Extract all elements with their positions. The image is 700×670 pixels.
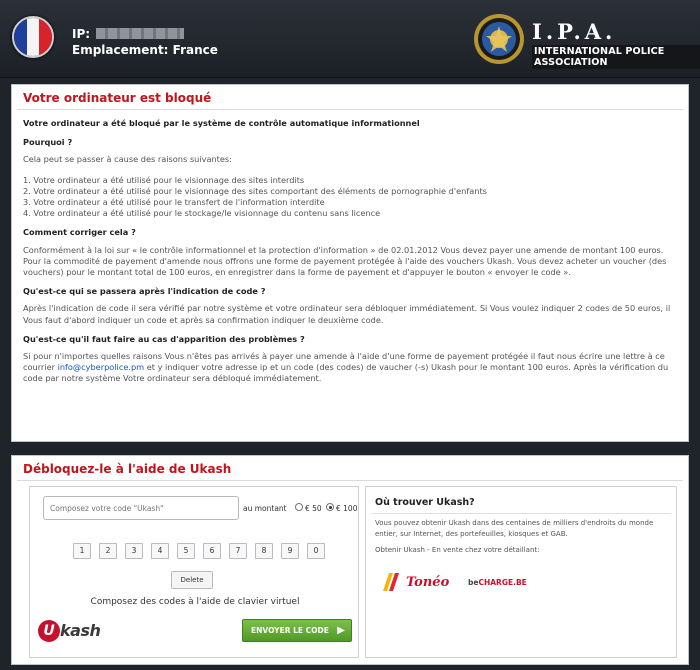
org-short-name: I.P.A. <box>532 19 617 44</box>
keypad-key-1[interactable]: 1 <box>73 543 91 559</box>
where-text: Vous pouvez obtenir Ukash dans des centaines de milliers d'endroits du monde entier, sur Internet, des portefeuilles, kiosques et GAB. <box>375 519 654 538</box>
unlock-title: Débloquez-le à l'aide de Ukash <box>23 462 232 476</box>
divider <box>17 109 683 110</box>
recharge-logo-prefix: be <box>468 578 479 587</box>
list-item: 4. Votre ordinateur a été utilisé pour le stockage/le visionnage du contenu sans licence <box>23 208 381 219</box>
ip-label: IP: <box>72 27 91 41</box>
why-text: Cela peut se passer à cause des raisons suivantes: <box>23 154 232 165</box>
france-flag-icon <box>12 16 54 58</box>
amount-100-label: € 100 <box>336 504 358 513</box>
problem-heading: Qu'est-ce qu'il faut faire au cas d'apparition des problèmes ? <box>23 333 305 344</box>
keypad-hint: Composez des codes à l'aide de clavier virtuel <box>90 597 300 607</box>
problem-text-start: Si pour n'importes quelles raisons Vous n'êtes pas arrivés à payer une amende à l'aide d'une forme de payement protégée il faut nous écrire une lettre à ce courrier <box>23 351 665 373</box>
amount-100-radio[interactable] <box>326 503 334 511</box>
list-item: 3. Votre ordinateur a été utilisé pour le transfert de l'information interdite <box>23 197 325 208</box>
problem-text <box>23 351 677 385</box>
keypad-key-0[interactable]: 0 <box>307 543 325 559</box>
ukash-logo-u: U <box>38 620 60 642</box>
keypad-key-9[interactable]: 9 <box>281 543 299 559</box>
where-to-buy-box <box>365 486 677 658</box>
ukash-unlock-panel <box>11 455 689 665</box>
keypad-key-3[interactable]: 3 <box>125 543 143 559</box>
list-item: 1. Votre ordinateur a été utilisé pour le visionnage des sites interdits <box>23 174 305 185</box>
header-bar <box>0 0 700 78</box>
recharge-logo-name: CHARGE.BE <box>478 578 527 587</box>
play-arrow-icon: ▶ <box>337 625 345 636</box>
send-code-button[interactable] <box>242 619 352 642</box>
reasons-list <box>23 175 677 220</box>
loto-logo-icon <box>380 571 402 593</box>
location-label: Emplacement: France <box>72 43 218 57</box>
why-heading: Pourquoi ? <box>23 137 73 148</box>
keypad-key-4[interactable]: 4 <box>151 543 169 559</box>
sellers-text: Obtenir Ukash - En vente chez votre détaillant: <box>375 546 540 554</box>
notice-title: Votre ordinateur est bloqué <box>23 91 212 105</box>
amount-50-label: € 50 <box>305 504 322 513</box>
amount-label: au montant <box>243 504 287 513</box>
blocked-notice-panel <box>11 84 689 442</box>
keypad-key-8[interactable]: 8 <box>255 543 273 559</box>
keypad-key-7[interactable]: 7 <box>229 543 247 559</box>
ukash-code-input[interactable] <box>43 496 239 520</box>
problem-text-end: et y indiquer votre adresse ip et un code (des codes) de vaucher (-s) Ukash pour le montant 100 euros. Après la vérification du code par notre système Votre ordinateur sera débloqué immédiatement. <box>23 362 669 384</box>
ukash-logo <box>38 618 100 644</box>
keypad-key-6[interactable]: 6 <box>203 543 221 559</box>
delete-button[interactable]: Delete <box>171 571 213 589</box>
ip-redacted <box>96 28 184 39</box>
after-heading: Qu'est-ce qui se passera après l'indication de code ? <box>23 286 266 297</box>
divider <box>371 513 671 514</box>
after-text: Après l'indication de code il sera vérifié par notre système et votre ordinateur sera débloquer immédiatement. Si Vous voulez indiquer 2 codes de 50 euros, il Vous faut d'abord indiquer un code et après sa confirmation indiquer le deuxième code. <box>23 303 671 325</box>
contact-email-link[interactable]: info@cyberpolice.pm <box>57 362 145 373</box>
police-badge-icon <box>472 12 526 66</box>
fix-heading: Comment corriger cela ? <box>23 227 136 238</box>
keypad-key-5[interactable]: 5 <box>177 543 195 559</box>
toneo-logo: Tonéo <box>406 575 450 590</box>
where-title: Où trouver Ukash? <box>375 497 475 508</box>
notice-intro: Votre ordinateur a été bloqué par le système de contrôle automatique informationnel <box>23 118 420 128</box>
amount-50-radio[interactable] <box>295 503 303 511</box>
list-item: 2. Votre ordinateur a été utilisé pour le visionnage des sites comportant des éléments de pornographie d'enfants <box>23 185 487 196</box>
fix-text: Conformément à la loi sur « le contrôle informationnel et la protection d'information » de 02.01.2012 Vous devez payer une amende de montant 100 euros. Pour la commodité de payement d'amende nous offrons une forme de payement protégée à l'aide des vouchers Ukash. Vous devez acheter un voucher (des vouchers) pour le montant total de 100 euros, en enregistrer dans la forme de payement et d'appuyer le bouton « envoyer le code ». <box>23 244 667 278</box>
send-code-label: ENVOYER LE CODE <box>251 626 329 635</box>
recharge-logo <box>468 578 527 587</box>
keypad-key-2[interactable]: 2 <box>99 543 117 559</box>
org-full-name: INTERNATIONAL POLICE ASSOCIATION <box>532 45 700 69</box>
notice-body <box>12 118 688 385</box>
divider <box>17 480 683 481</box>
ip-line <box>72 27 184 41</box>
ukash-logo-text: kash <box>60 621 101 640</box>
payment-form <box>29 486 359 658</box>
